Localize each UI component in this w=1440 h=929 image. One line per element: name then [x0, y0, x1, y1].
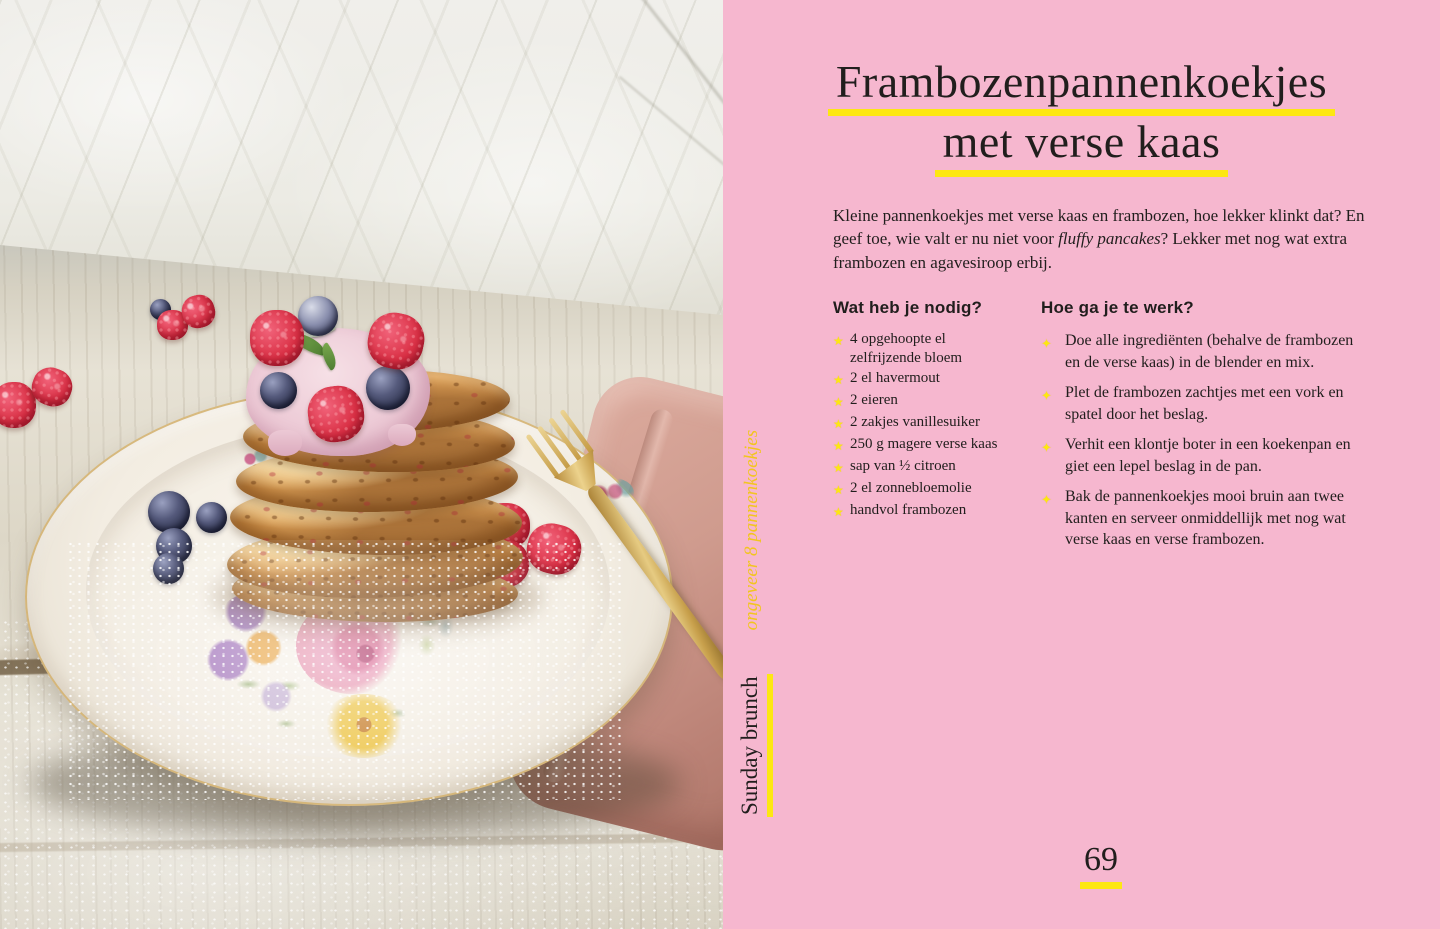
- ingredient-item: [833, 413, 1013, 434]
- ingredients-list: [833, 330, 1013, 522]
- cream-drip: [268, 430, 302, 456]
- sparkle-icon: ✦: [1041, 388, 1052, 404]
- star-icon: ★: [833, 505, 844, 520]
- recipe-columns: [833, 298, 1369, 560]
- method-step: [1041, 330, 1369, 373]
- star-icon: ★: [833, 334, 844, 349]
- star-icon: ★: [833, 417, 844, 432]
- recipe-intro: [833, 204, 1369, 275]
- vertical-yield-label: ongeveer 8 pannenkoekjes: [741, 429, 762, 631]
- sparkle-icon: ✦: [1041, 492, 1052, 508]
- ingredients-column: [833, 298, 1013, 560]
- ingredient-item: [833, 369, 1013, 390]
- title-line-1: Frambozenpannenkoekjes: [723, 56, 1440, 116]
- blueberry: [196, 502, 227, 533]
- sparkle-icon: ✦: [1041, 440, 1052, 456]
- method-step: [1041, 382, 1369, 425]
- ingredient-item: [833, 391, 1013, 412]
- method-step-text: Verhit een klontje boter in een koekenpan en giet een lepel beslag in de pan.: [1065, 436, 1351, 475]
- raspberry: [250, 310, 304, 366]
- blueberry: [298, 296, 338, 336]
- intro-text: ? Lekker met nog wat extra frambozen en agavesiroop erbij.: [833, 229, 1348, 272]
- blueberry: [153, 553, 184, 584]
- page-number-value: 69: [1080, 843, 1122, 889]
- ingredient-item: [833, 457, 1013, 478]
- ingredient-text: 250 g magere verse kaas: [850, 436, 998, 453]
- method-step-text: Bak de pannenkoekjes mooi bruin aan twee kanten en serveer onmiddellijk met nog wat verse kaas en verse frambozen.: [1065, 488, 1346, 549]
- method-column: [1041, 298, 1369, 560]
- star-icon: ★: [833, 483, 844, 498]
- ingredient-item: [833, 479, 1013, 500]
- ingredients-heading: Wat heb je nodig?: [833, 298, 983, 318]
- method-list: [1041, 330, 1369, 551]
- ingredient-text: sap van ½ citroen: [850, 458, 956, 475]
- vertical-sidebar-label: [737, 430, 773, 817]
- ingredient-text: 2 zakjes vanillesuiker: [850, 414, 980, 431]
- blueberry: [366, 366, 410, 410]
- ingredient-item: [833, 330, 1013, 368]
- ingredient-item: [833, 501, 1013, 522]
- method-heading: Hoe ga je te werk?: [1041, 298, 1194, 318]
- method-step-text: Plet de frambozen zachtjes met een vork en spatel door het beslag.: [1065, 384, 1344, 423]
- method-step-text: Doe alle ingrediënten (behalve de frambozen en de verse kaas) in de blender en mix.: [1065, 332, 1354, 371]
- star-icon: ★: [833, 373, 844, 388]
- cream-drip: [388, 424, 416, 446]
- ingredient-text: 4 opgehoopte el zelfrijzende bloem: [850, 331, 963, 367]
- ingredient-text: 2 el havermout: [850, 370, 940, 387]
- page-number: [833, 843, 1369, 889]
- star-icon: ★: [833, 395, 844, 410]
- star-icon: ★: [833, 461, 844, 476]
- title-line-2: met verse kaas: [723, 116, 1440, 176]
- ingredient-item: [833, 435, 1013, 456]
- intro-text: Kleine pannenkoekjes met verse kaas en frambozen, hoe lekker klinkt dat? En geef toe, wie valt er nu niet voor: [833, 205, 1365, 249]
- star-icon: ★: [833, 439, 844, 454]
- ingredient-text: 2 eieren: [850, 392, 898, 409]
- vertical-category-label: Sunday brunch: [737, 674, 773, 817]
- ingredient-text: handvol frambozen: [850, 502, 967, 519]
- recipe-title: [723, 56, 1440, 177]
- intro-italic-text: fluffy pancakes: [1058, 229, 1161, 249]
- blueberry: [260, 372, 297, 409]
- ingredient-text: 2 el zonnebloemolie: [850, 480, 972, 497]
- method-step: [1041, 434, 1369, 477]
- method-step: [1041, 486, 1369, 551]
- recipe-page: [723, 0, 1440, 929]
- blueberry: [148, 491, 190, 533]
- sparkle-icon: ✦: [1041, 336, 1052, 352]
- daffodil-motif: [320, 694, 408, 758]
